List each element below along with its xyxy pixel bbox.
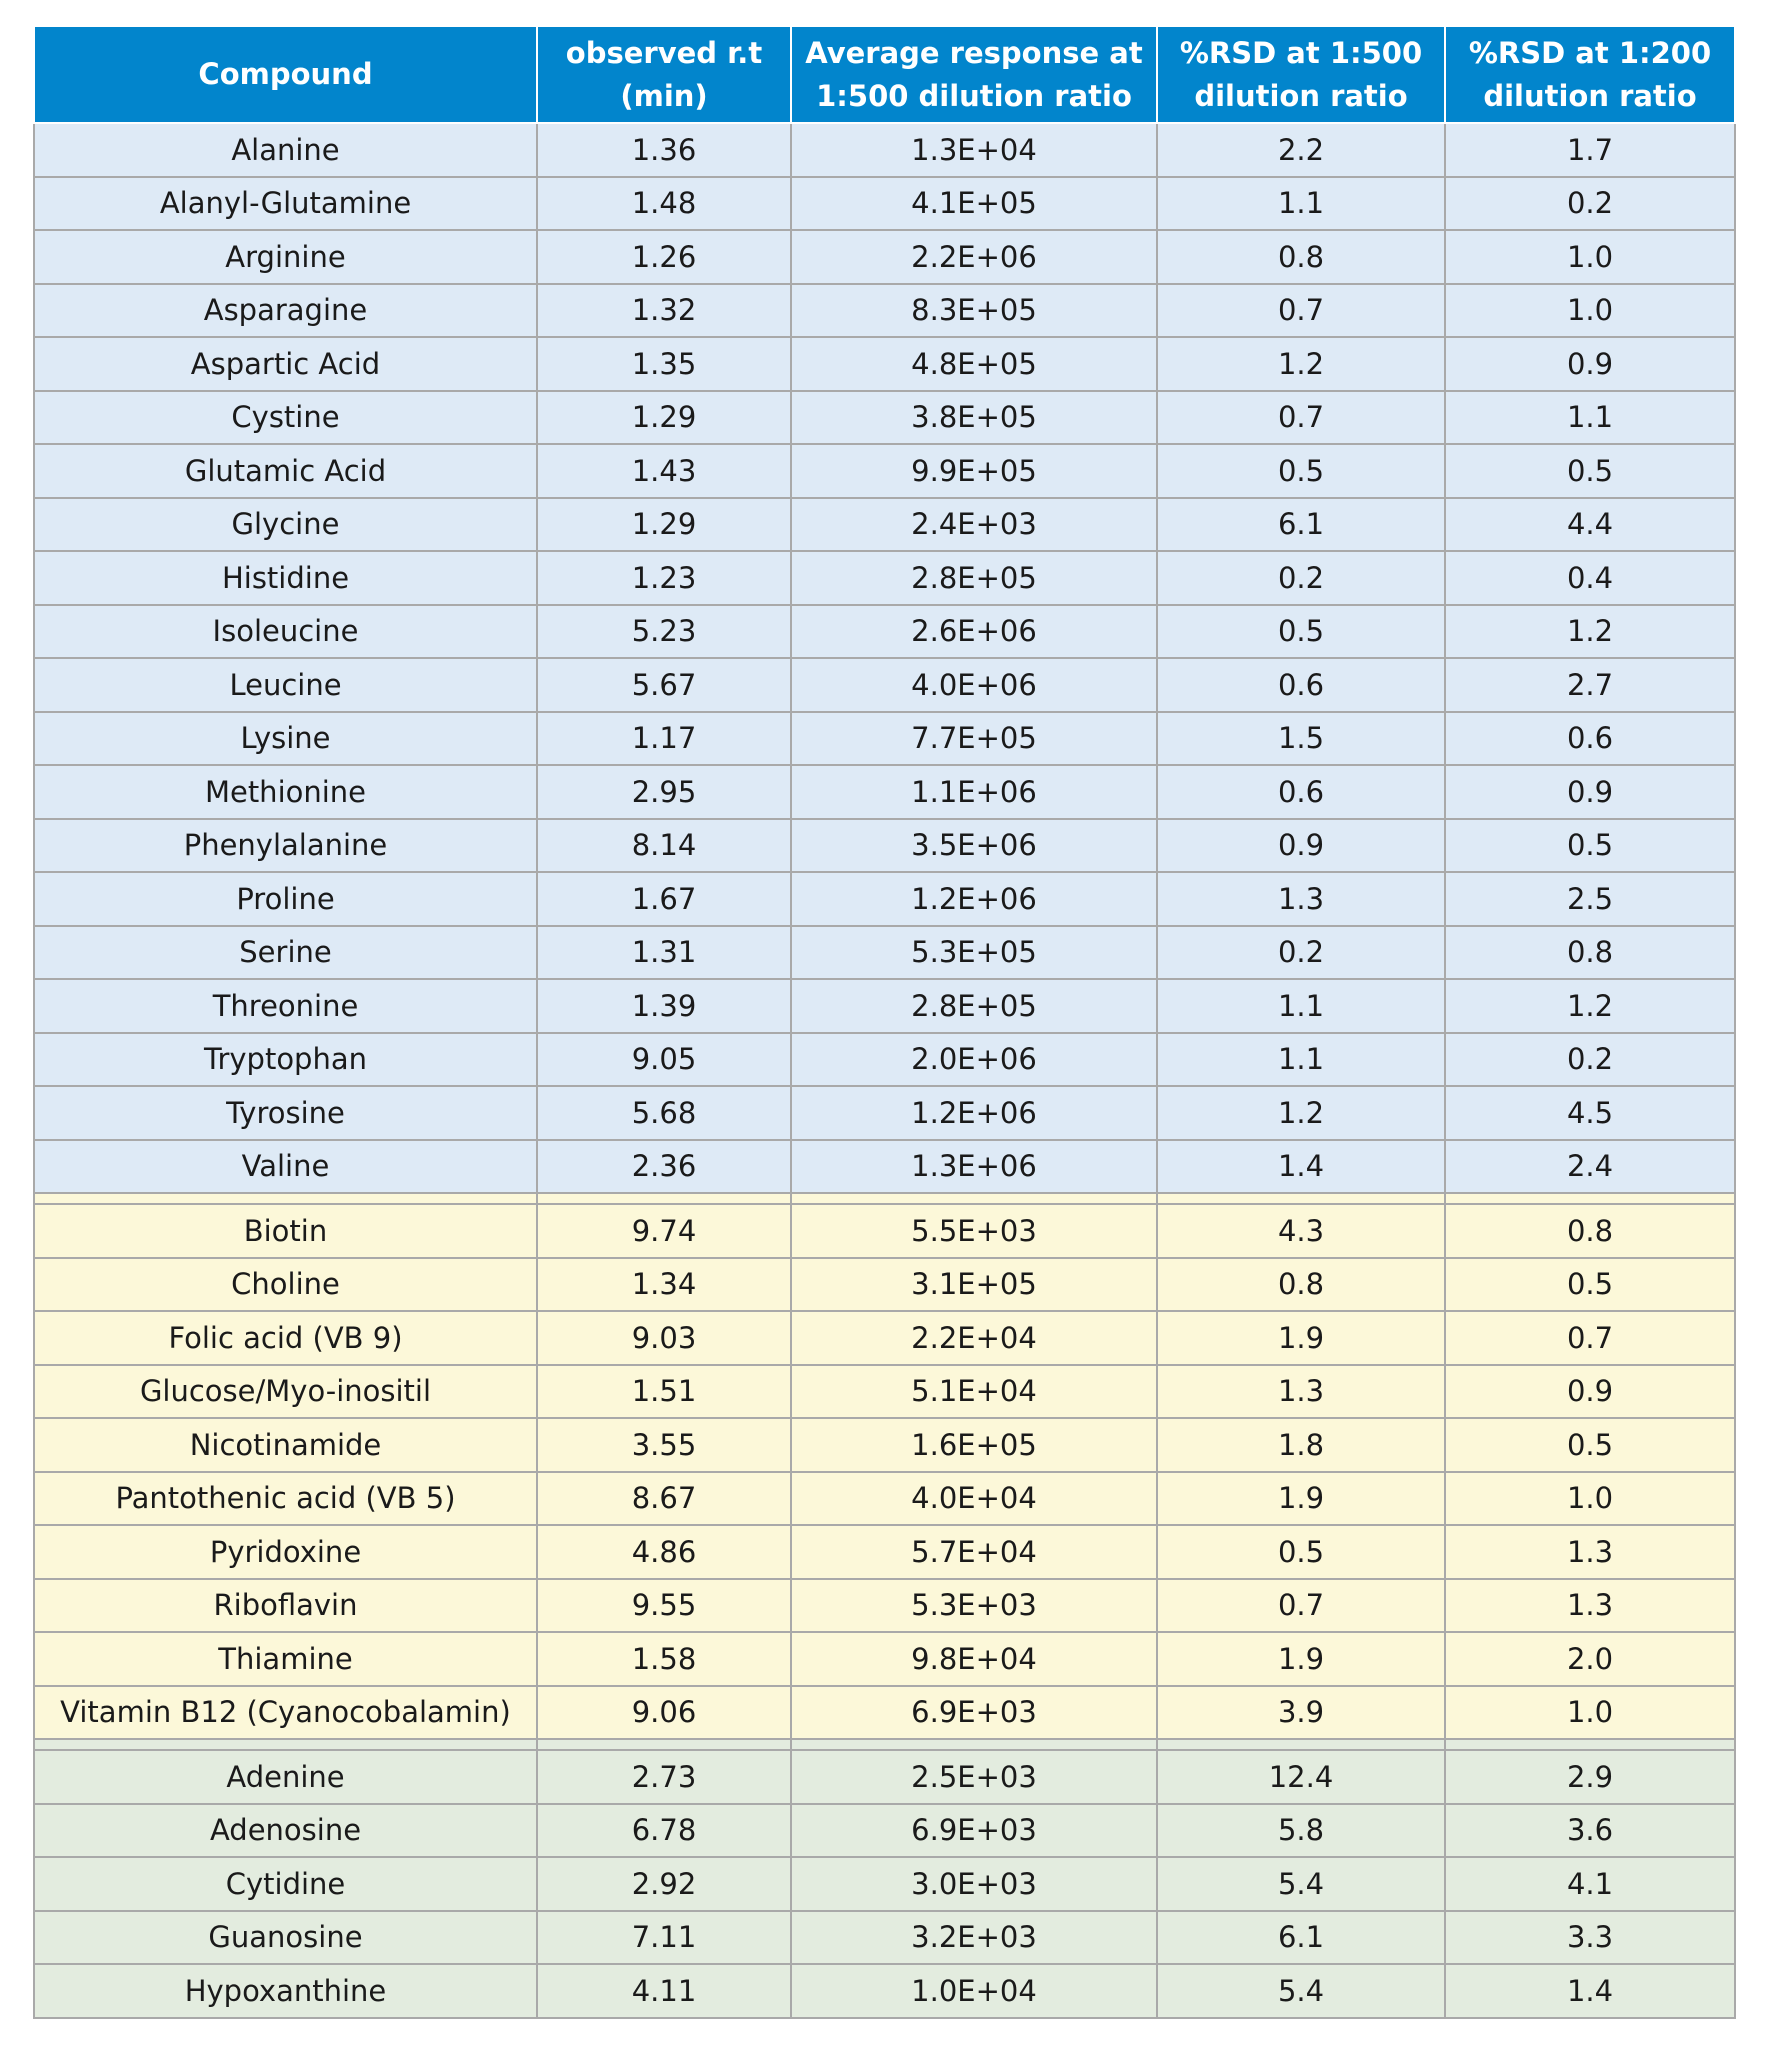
rsd-1-200-cell: 1.2 (1445, 979, 1735, 1033)
separator-cell (1157, 1193, 1445, 1204)
rsd-1-200-cell: 1.0 (1445, 284, 1735, 338)
rsd-1-500-cell: 1.2 (1157, 1086, 1445, 1140)
table-row (34, 1804, 1735, 1858)
table-row (34, 1911, 1735, 1965)
rsd-1-500-cell: 5.4 (1157, 1964, 1445, 2018)
separator-cell (791, 1739, 1157, 1750)
separator-cell (1445, 1193, 1735, 1204)
table-row (34, 658, 1735, 712)
retention-time-cell: 1.31 (537, 926, 791, 980)
average-response-cell: 5.3E+05 (791, 926, 1157, 980)
rsd-1-500-cell: 1.3 (1157, 872, 1445, 926)
rsd-1-500-cell: 5.8 (1157, 1804, 1445, 1858)
average-response-cell: 2.2E+04 (791, 1311, 1157, 1365)
average-response-cell: 8.3E+05 (791, 284, 1157, 338)
retention-time-cell: 8.14 (537, 819, 791, 873)
compound-cell: Choline (34, 1258, 537, 1312)
rsd-1-200-cell: 0.2 (1445, 177, 1735, 231)
average-response-cell: 9.9E+05 (791, 444, 1157, 498)
retention-time-cell: 5.68 (537, 1086, 791, 1140)
rsd-1-200-cell: 2.7 (1445, 658, 1735, 712)
average-response-cell: 7.7E+05 (791, 712, 1157, 766)
compound-cell: Isoleucine (34, 605, 537, 659)
rsd-1-500-cell: 1.4 (1157, 1140, 1445, 1194)
average-response-cell: 4.0E+06 (791, 658, 1157, 712)
rsd-1-200-cell: 0.9 (1445, 1365, 1735, 1419)
retention-time-cell: 2.95 (537, 765, 791, 819)
table-row (34, 1525, 1735, 1579)
average-response-cell: 1.3E+04 (791, 123, 1157, 177)
compound-cell: Glucose/Myo-inositil (34, 1365, 537, 1419)
compound-cell: Leucine (34, 658, 537, 712)
average-response-cell: 3.8E+05 (791, 391, 1157, 445)
compound-cell: Adenosine (34, 1804, 537, 1858)
retention-time-cell: 1.58 (537, 1632, 791, 1686)
header-rsd-1-200: %RSD at 1:200 dilution ratio (1445, 26, 1735, 123)
average-response-cell: 2.4E+03 (791, 498, 1157, 552)
rsd-1-200-cell: 0.8 (1445, 1204, 1735, 1258)
rsd-1-200-cell: 0.5 (1445, 819, 1735, 873)
table-row (34, 765, 1735, 819)
retention-time-cell: 1.36 (537, 123, 791, 177)
compound-cell: Cystine (34, 391, 537, 445)
rsd-1-500-cell: 0.8 (1157, 1258, 1445, 1312)
retention-time-cell: 1.51 (537, 1365, 791, 1419)
retention-time-cell: 1.26 (537, 230, 791, 284)
rsd-1-200-cell: 1.3 (1445, 1579, 1735, 1633)
table-row (34, 498, 1735, 552)
rsd-1-500-cell: 4.3 (1157, 1204, 1445, 1258)
rsd-1-500-cell: 0.7 (1157, 1579, 1445, 1633)
table-row (34, 123, 1735, 177)
rsd-1-200-cell: 1.0 (1445, 1472, 1735, 1526)
table-row (34, 1632, 1735, 1686)
compound-cell: Glycine (34, 498, 537, 552)
average-response-cell: 1.2E+06 (791, 872, 1157, 926)
retention-time-cell: 1.43 (537, 444, 791, 498)
rsd-1-200-cell: 1.0 (1445, 230, 1735, 284)
compound-cell: Pantothenic acid (VB 5) (34, 1472, 537, 1526)
retention-time-cell: 3.55 (537, 1418, 791, 1472)
rsd-1-200-cell: 0.9 (1445, 765, 1735, 819)
retention-time-cell: 7.11 (537, 1911, 791, 1965)
rsd-1-200-cell: 4.1 (1445, 1857, 1735, 1911)
rsd-1-200-cell: 0.5 (1445, 444, 1735, 498)
table-row (34, 712, 1735, 766)
separator-cell (1157, 1739, 1445, 1750)
retention-time-cell: 4.86 (537, 1525, 791, 1579)
rsd-1-500-cell: 0.9 (1157, 819, 1445, 873)
average-response-cell: 2.5E+03 (791, 1750, 1157, 1804)
compound-cell: Biotin (34, 1204, 537, 1258)
compound-cell: Pyridoxine (34, 1525, 537, 1579)
compound-cell: Cytidine (34, 1857, 537, 1911)
retention-time-cell: 1.67 (537, 872, 791, 926)
compound-cell: Aspartic Acid (34, 337, 537, 391)
average-response-cell: 1.2E+06 (791, 1086, 1157, 1140)
rsd-1-500-cell: 1.9 (1157, 1311, 1445, 1365)
header-rsd-1-500: %RSD at 1:500 dilution ratio (1157, 26, 1445, 123)
header-retention-time: observed r.t (min) (537, 26, 791, 123)
retention-time-cell: 9.74 (537, 1204, 791, 1258)
retention-time-cell: 6.78 (537, 1804, 791, 1858)
rsd-1-200-cell: 0.8 (1445, 926, 1735, 980)
table-row (34, 1579, 1735, 1633)
compound-cell: Methionine (34, 765, 537, 819)
compound-cell: Arginine (34, 230, 537, 284)
table-header (34, 26, 1735, 123)
compound-cell: Phenylalanine (34, 819, 537, 873)
rsd-1-500-cell: 1.3 (1157, 1365, 1445, 1419)
average-response-cell: 2.8E+05 (791, 979, 1157, 1033)
retention-time-cell: 1.17 (537, 712, 791, 766)
rsd-1-500-cell: 0.6 (1157, 658, 1445, 712)
table-group-2 (34, 1193, 1735, 1739)
rsd-1-500-cell: 0.7 (1157, 284, 1445, 338)
compound-cell: Folic acid (VB 9) (34, 1311, 537, 1365)
rsd-1-500-cell: 1.1 (1157, 1033, 1445, 1087)
rsd-1-200-cell: 0.5 (1445, 1418, 1735, 1472)
average-response-cell: 4.1E+05 (791, 177, 1157, 231)
compound-cell: Alanine (34, 123, 537, 177)
average-response-cell: 2.6E+06 (791, 605, 1157, 659)
retention-time-cell: 9.03 (537, 1311, 791, 1365)
rsd-1-200-cell: 1.1 (1445, 391, 1735, 445)
rsd-1-200-cell: 1.7 (1445, 123, 1735, 177)
rsd-1-500-cell: 1.9 (1157, 1472, 1445, 1526)
average-response-cell: 5.5E+03 (791, 1204, 1157, 1258)
table-row (34, 1086, 1735, 1140)
compound-cell: Serine (34, 926, 537, 980)
compound-cell: Threonine (34, 979, 537, 1033)
rsd-1-200-cell: 0.4 (1445, 551, 1735, 605)
compound-cell: Tryptophan (34, 1033, 537, 1087)
average-response-cell: 9.8E+04 (791, 1632, 1157, 1686)
average-response-cell: 5.3E+03 (791, 1579, 1157, 1633)
rsd-1-200-cell: 2.0 (1445, 1632, 1735, 1686)
group-separator (34, 1739, 1735, 1750)
compound-cell: Lysine (34, 712, 537, 766)
average-response-cell: 5.7E+04 (791, 1525, 1157, 1579)
retention-time-cell: 4.11 (537, 1964, 791, 2018)
rsd-1-200-cell: 4.5 (1445, 1086, 1735, 1140)
rsd-1-200-cell: 1.4 (1445, 1964, 1735, 2018)
table-row (34, 230, 1735, 284)
table-row (34, 872, 1735, 926)
separator-cell (34, 1193, 537, 1204)
rsd-1-500-cell: 3.9 (1157, 1686, 1445, 1740)
retention-time-cell: 9.06 (537, 1686, 791, 1740)
table-row (34, 1033, 1735, 1087)
compound-cell: Proline (34, 872, 537, 926)
compound-cell: Hypoxanthine (34, 1964, 537, 2018)
compound-cell: Alanyl-Glutamine (34, 177, 537, 231)
average-response-cell: 2.0E+06 (791, 1033, 1157, 1087)
retention-time-cell: 2.92 (537, 1857, 791, 1911)
compound-cell: Valine (34, 1140, 537, 1194)
table-row (34, 979, 1735, 1033)
header-compound: Compound (34, 26, 537, 123)
table-row (34, 1750, 1735, 1804)
compound-cell: Tyrosine (34, 1086, 537, 1140)
table-row (34, 551, 1735, 605)
average-response-cell: 6.9E+03 (791, 1686, 1157, 1740)
table-row (34, 337, 1735, 391)
compound-cell: Nicotinamide (34, 1418, 537, 1472)
average-response-cell: 1.6E+05 (791, 1418, 1157, 1472)
rsd-1-200-cell: 1.0 (1445, 1686, 1735, 1740)
average-response-cell: 2.2E+06 (791, 230, 1157, 284)
rsd-1-200-cell: 3.6 (1445, 1804, 1735, 1858)
header-row (34, 26, 1735, 123)
rsd-1-500-cell: 6.1 (1157, 1911, 1445, 1965)
average-response-cell: 5.1E+04 (791, 1365, 1157, 1419)
table-row (34, 926, 1735, 980)
compound-table (33, 25, 1736, 2019)
table-row (34, 1472, 1735, 1526)
average-response-cell: 1.1E+06 (791, 765, 1157, 819)
rsd-1-500-cell: 1.5 (1157, 712, 1445, 766)
compound-cell: Guanosine (34, 1911, 537, 1965)
rsd-1-200-cell: 0.6 (1445, 712, 1735, 766)
rsd-1-500-cell: 1.1 (1157, 979, 1445, 1033)
compound-cell: Histidine (34, 551, 537, 605)
compound-cell: Thiamine (34, 1632, 537, 1686)
retention-time-cell: 5.23 (537, 605, 791, 659)
table-group-1 (34, 123, 1735, 1193)
rsd-1-500-cell: 0.5 (1157, 444, 1445, 498)
rsd-1-200-cell: 0.7 (1445, 1311, 1735, 1365)
average-response-cell: 3.1E+05 (791, 1258, 1157, 1312)
retention-time-cell: 2.36 (537, 1140, 791, 1194)
rsd-1-500-cell: 0.5 (1157, 605, 1445, 659)
compound-cell: Vitamin B12 (Cyanocobalamin) (34, 1686, 537, 1740)
separator-cell (34, 1739, 537, 1750)
table-row (34, 284, 1735, 338)
compound-cell: Riboflavin (34, 1579, 537, 1633)
average-response-cell: 3.5E+06 (791, 819, 1157, 873)
retention-time-cell: 2.73 (537, 1750, 791, 1804)
retention-time-cell: 1.34 (537, 1258, 791, 1312)
compound-cell: Asparagine (34, 284, 537, 338)
table-row (34, 391, 1735, 445)
table-row (34, 177, 1735, 231)
rsd-1-500-cell: 1.9 (1157, 1632, 1445, 1686)
retention-time-cell: 1.35 (537, 337, 791, 391)
compound-cell: Adenine (34, 1750, 537, 1804)
average-response-cell: 4.0E+04 (791, 1472, 1157, 1526)
rsd-1-200-cell: 2.5 (1445, 872, 1735, 926)
average-response-cell: 2.8E+05 (791, 551, 1157, 605)
rsd-1-200-cell: 0.9 (1445, 337, 1735, 391)
rsd-1-500-cell: 0.8 (1157, 230, 1445, 284)
separator-cell (537, 1193, 791, 1204)
table-row (34, 1686, 1735, 1740)
rsd-1-500-cell: 2.2 (1157, 123, 1445, 177)
rsd-1-500-cell: 0.2 (1157, 551, 1445, 605)
rsd-1-500-cell: 6.1 (1157, 498, 1445, 552)
header-average-response: Average response at 1:500 dilution ratio (791, 26, 1157, 123)
retention-time-cell: 9.05 (537, 1033, 791, 1087)
separator-cell (791, 1193, 1157, 1204)
rsd-1-200-cell: 1.2 (1445, 605, 1735, 659)
group-separator (34, 1193, 1735, 1204)
rsd-1-200-cell: 2.9 (1445, 1750, 1735, 1804)
average-response-cell: 1.3E+06 (791, 1140, 1157, 1194)
table-row (34, 819, 1735, 873)
rsd-1-200-cell: 1.3 (1445, 1525, 1735, 1579)
rsd-1-500-cell: 0.2 (1157, 926, 1445, 980)
rsd-1-500-cell: 12.4 (1157, 1750, 1445, 1804)
retention-time-cell: 1.39 (537, 979, 791, 1033)
table-row (34, 1418, 1735, 1472)
table-row (34, 1857, 1735, 1911)
table-group-3 (34, 1739, 1735, 2018)
rsd-1-500-cell: 0.5 (1157, 1525, 1445, 1579)
rsd-1-200-cell: 0.2 (1445, 1033, 1735, 1087)
average-response-cell: 3.0E+03 (791, 1857, 1157, 1911)
rsd-1-500-cell: 1.8 (1157, 1418, 1445, 1472)
rsd-1-500-cell: 0.7 (1157, 391, 1445, 445)
table-row (34, 1140, 1735, 1194)
retention-time-cell: 5.67 (537, 658, 791, 712)
table-row (34, 1964, 1735, 2018)
average-response-cell: 6.9E+03 (791, 1804, 1157, 1858)
separator-cell (1445, 1739, 1735, 1750)
retention-time-cell: 1.23 (537, 551, 791, 605)
compound-cell: Glutamic Acid (34, 444, 537, 498)
average-response-cell: 3.2E+03 (791, 1911, 1157, 1965)
retention-time-cell: 1.32 (537, 284, 791, 338)
rsd-1-500-cell: 1.1 (1157, 177, 1445, 231)
retention-time-cell: 1.48 (537, 177, 791, 231)
average-response-cell: 4.8E+05 (791, 337, 1157, 391)
rsd-1-200-cell: 4.4 (1445, 498, 1735, 552)
average-response-cell: 1.0E+04 (791, 1964, 1157, 2018)
rsd-1-200-cell: 3.3 (1445, 1911, 1735, 1965)
table-row (34, 605, 1735, 659)
table-row (34, 444, 1735, 498)
retention-time-cell: 1.29 (537, 391, 791, 445)
table-row (34, 1311, 1735, 1365)
separator-cell (537, 1739, 791, 1750)
rsd-1-200-cell: 0.5 (1445, 1258, 1735, 1312)
retention-time-cell: 9.55 (537, 1579, 791, 1633)
table-row (34, 1365, 1735, 1419)
rsd-1-500-cell: 1.2 (1157, 337, 1445, 391)
table-row (34, 1258, 1735, 1312)
rsd-1-500-cell: 5.4 (1157, 1857, 1445, 1911)
retention-time-cell: 1.29 (537, 498, 791, 552)
retention-time-cell: 8.67 (537, 1472, 791, 1526)
rsd-1-500-cell: 0.6 (1157, 765, 1445, 819)
table-row (34, 1204, 1735, 1258)
rsd-1-200-cell: 2.4 (1445, 1140, 1735, 1194)
